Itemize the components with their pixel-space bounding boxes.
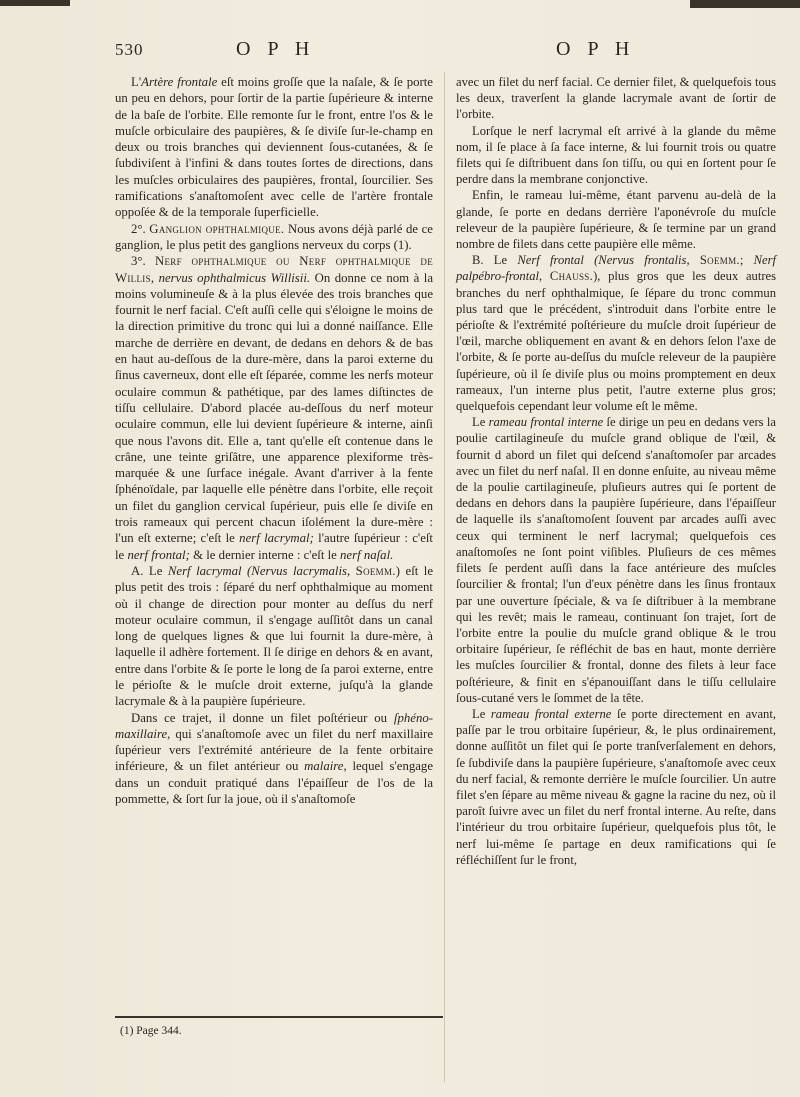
paragraph-rameau-externe: Le rameau frontal externe ſe porte directement en avant, paſſe par le trou orbitaire ſupérieur, &, le plus ordinairement, donne auſſitôt un filet qui ſe porte tranſverſalement en dehors, ſe ſubdiviſe dans la paupière ſupérieure, s'anaſtomoſe avec ceux du nerf facial, & remonte derrière le muſcle ſourcilier. Un autre filet s'en ſépare au même niveau & gagne la racine du nez, où il paroît ſuivre avec un filet du nerf frontal interne. Au reſte, dans l'intérieur du trou orbitaire ſupérieur, quelquefois plus tôt, le nerf lui-même ſe partage en deux ramifications qui ſe réfléchiſſent ſur le front, bbox=[456, 706, 776, 867]
paragraph-nerf-frontal: B. Le Nerf frontal (Nervus frontalis, Soemm.; Nerf palpébro-frontal, Chauss.), plus gros que les deux autres branches du nerf ophthalmique, ſe ſépare du tronc commun plus tard que le précédent, s'introduit dans l'orbite entre le périoſte & l'extrémité poſtérieure du muſcle droit ſupérieur de l'œil, marche obliquement en avant & en dehors ſelon l'axe de l'orbite, & ſe porte au-deſſus du muſcle releveur de la paupière ſupérieure, où il ſe diviſe plus ou moins promptement en deux rameaux, l'un interne plus petit, l'autre externe plus gros; quelquefois cependant leur volume eſt le même. bbox=[456, 253, 777, 414]
paragraph-enfin: Enfin, le rameau lui-même, étant parvenu au-delà de la glande, ſe porte en dedans derrière l'aponévroſe du muſcle releveur de la paupière ſupérieure, & ſe termine par un grand nombre de filets dans cette paupière elle même. bbox=[456, 188, 776, 252]
section-title: Ganglion ophthalmique. bbox=[149, 221, 285, 236]
running-head-left: O P H bbox=[236, 38, 316, 60]
scan-edge-mark bbox=[0, 0, 70, 6]
page-header bbox=[0, 34, 800, 64]
footnote-rule bbox=[115, 1016, 443, 1018]
paragraph-artere-frontale: L'Artère frontale eſt moins groſſe que la naſale, & ſe porte un peu en dehors, pour ſortir de la partie ſupérieure & interne de la baſe de l'orbite. Elle remonte ſur le front, entre l'os & le muſcle orbiculaire des paupières, & ſe diviſe ſur-le-champ en deux ou trois branches qui deviennent ſous-cutanées, & ſe ſubdiviſent à l'infini & dans toutes ſortes de directions, dans les muſcles orbiculaires des paupières, frontal, ſourcilier. Ses ramifications s'anaſtomoſent avec celle de l'artère frontale oppoſée & de la temporale ſuperficielle. bbox=[115, 75, 433, 220]
paragraph-trajet: Dans ce trajet, il donne un filet poſtérieur ou ſphéno-maxillaire, qui s'anaſtomoſe avec un filet du nerf maxillaire ſupérieur vers l'extrémité antérieure de la fente orbitaire inférieure, & un filet antérieur ou malaire, lequel s'engage dans un conduit pratiqué dans l'épaiſſeur de l'os de la pommette, & ſort ſur la joue, où il s'anaſtomoſe bbox=[115, 710, 433, 807]
right-column bbox=[456, 74, 776, 868]
paragraph-ganglion: 2°. Ganglion ophthalmique. Nous avons déjà parlé de ce ganglion, le plus petit des ganglions nerveux du corps (1). bbox=[115, 221, 433, 252]
page-number: 530 bbox=[115, 40, 144, 59]
paragraph-nerf-ophthalmique: 3°. Nerf ophthalmique ou Nerf ophthalmique de Willis, nervus ophthalmicus Willisii. On donne ce nom à la moins volumineuſe & à la plus élevée des trois branches que fournit le nerf facial. C'eſt auſſi celle qui s'éloigne le moins de la direction primitive du tronc qui lui a donné naiſſance. Elle marche de derrière en devant, de dedans en dehors & de bas en haut au-deſſous de la dure-mère, dans la paroi externe du ſinus caverneux, dont elle eſt ſéparée, comme les nerfs moteur oculaire commun & pathétique, par des lames diſtinctes de tiſſu cellulaire. D'abord placée au-deſſous du nerf moteur oculaire commun, elle lui devient ſupérieure & interne, ainſi que nous l'avons dit. Elle a, tant qu'elle eſt contenue dans le crâne, une teinte griſâtre, une apparence plexiforme très-marquée & une ſurface inégale. Avant d'arriver à la fente ſphénoïdale, par laquelle elle pénètre dans l'orbite, elle reçoit un filet du ganglion cervical ſupérieur, puis elle ſe diviſe en trois rameaux qui percent chacun iſolément la dure-mère : l'un eſt externe; c'eſt le nerf lacrymal; l'autre ſupérieur : c'eſt le nerf frontal; & le dernier interne : c'eſt le nerf naſal. bbox=[115, 254, 433, 562]
footnote: (1) Page 344. bbox=[120, 1025, 182, 1037]
scan-edge-mark-right bbox=[690, 0, 800, 8]
paragraph-nerf-lacrymal: A. Le Nerf lacrymal (Nervus lacrymalis, Soemm.) eſt le plus petit des trois : ſéparé du nerf ophthalmique au moment où il change de direction pour monter au deſſus du nerf moteur oculaire commun, il s'engage auſſitôt dans un canal long de quelques lignes & que lui fournit la dure-mère, à laquelle il adhère fortement. Il ſe dirige en dehors & en avant, entre dans l'orbite & ſe porte le long de ſa paroi externe, entre le périoſte & le muſcle droit externe, juſqu'à la glande lacrymale & à la paupière ſupérieure. bbox=[115, 563, 433, 709]
left-column bbox=[115, 74, 433, 807]
section-title: Nerf ophthalmique ou Nerf ophthalmique de Willis bbox=[115, 254, 433, 285]
column-divider bbox=[444, 72, 445, 1082]
running-head-right: O P H bbox=[556, 38, 636, 60]
paragraph-glande: Lorſque le nerf lacrymal eſt arrivé à la glande du même nom, il ſe place à ſa face interne, & lui fournit trois ou quatre filets qui ſe diſtribuent dans ſon tiſſu, ou qui en ſortent pour ſe perdre dans la membrane conjonctive. bbox=[456, 123, 776, 187]
paragraph-rameau-interne: Le rameau frontal interne ſe dirige un peu en dedans vers la poulie cartilagineuſe du muſcle grand oblique de l'œil, & fournit d abord un filet qui deſcend s'anaſtomoſer par arcades avec un filet du nerf naſal. Il en donne enſuite, au niveau même de la poulie cartilagineuſe, pluſieurs autres qui ſe portent de dedans en dehors dans la paupière ſupérieure, dans l'épaiſſeur de laquelle ils s'anaſtomoſent ſouvent par arcades auſſi avec ceux qui terminent le nerf lacrymal; quelquefois ces anaſtomoſes ne ſont point viſibles. Pluſieurs de ces mêmes filets ſe perdent auſſi dans la face antérieure des muſcles ſourcilier & frontal; l'un d'eux pénètre dans les ſinus frontaux par une ouverture ſpéciale, & va ſe diſtribuer à la membrane qui les revêt; mais le rameau, continuant ſon trajet, ſort de l'orbite entre la poulie du muſcle grand oblique & le trou orbitaire ſupérieur, ſe réfléchit de bas en haut, monte derrière les muſcles ſourcilier & frontal, donne des filets à leur face poſtérieure, & finit en s'épanouiſſant dans le tiſſu cellulaire ſous-cutané vers le ſommet de la tête. bbox=[456, 415, 776, 705]
paragraph-continuation: avec un filet du nerf facial. Ce dernier filet, & quelquefois tous les deux, traverſent la glande lacrymale avant de ſortir de l'orbite. bbox=[456, 75, 776, 122]
